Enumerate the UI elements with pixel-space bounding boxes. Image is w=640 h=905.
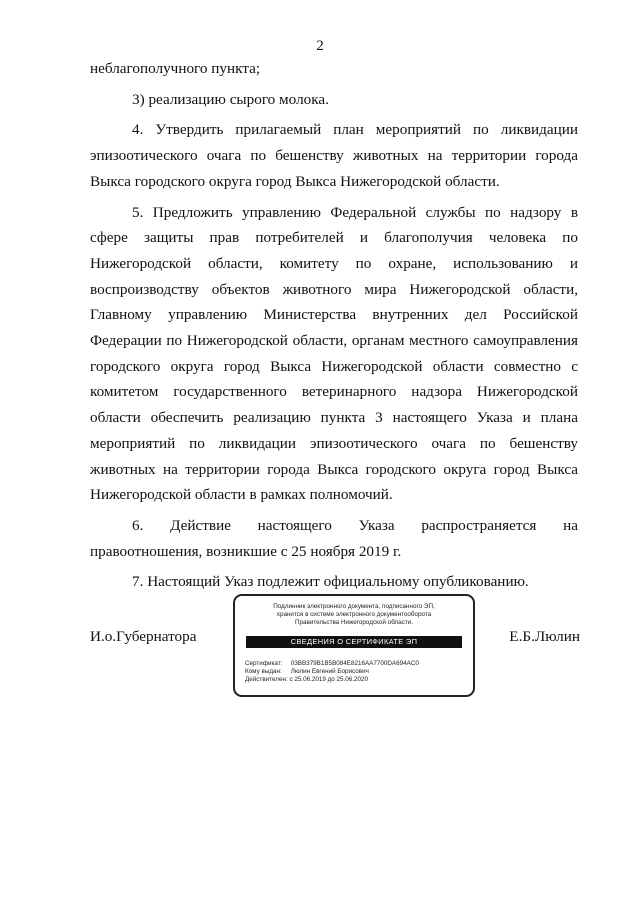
signer-title: И.о.Губернатора [90, 628, 197, 645]
stamp-certificate-value: 03BB379B1B5B084E8216AA7700DA694AC0 [290, 660, 419, 667]
signer-name: Е.Б.Люлин [509, 628, 580, 645]
document-body [90, 56, 578, 600]
stamp-valid-label: Действителен: [245, 676, 288, 683]
digital-signature-stamp [233, 594, 475, 697]
stamp-certificate-row [245, 660, 419, 668]
stamp-header-line: Правительства Нижегородской области. [294, 619, 414, 626]
stamp-issued-to-row [245, 668, 419, 676]
stamp-issued-to-label: Кому выдан: [245, 668, 282, 675]
paragraph-item-3: 3) реализацию сырого молока. [132, 90, 329, 108]
stamp-valid-row [245, 676, 419, 684]
stamp-header [235, 603, 473, 627]
stamp-issued-to-value: Люлин Евгений Борисович [290, 668, 369, 675]
stamp-header-line: Подлинник электронного документа, подписанного ЭП, [273, 603, 435, 610]
stamp-details [245, 660, 419, 684]
paragraph-item-6: 6. Действие настоящего Указа распространяется на правоотношения, возникшие с 25 ноября 2019 г. [90, 516, 578, 560]
stamp-valid-value: с 25.06.2019 до 25.06.2020 [289, 676, 369, 683]
paragraph-item-4: 4. Утвердить прилагаемый план мероприятий по ликвидации эпизоотического очага по бешенству животных на территории города Выкса городского округа город Выкса Нижегородской области. [90, 121, 578, 190]
paragraph-continuation: неблагополучного пункта; [90, 60, 261, 77]
stamp-certificate-bar: СВЕДЕНИЯ О СЕРТИФИКАТЕ ЭП [246, 636, 462, 648]
stamp-certificate-label: Сертификат: [245, 660, 283, 667]
paragraph-item-5: 5. Предложить управлению Федеральной службы по надзору в сфере защиты прав потребителей и благополучия человека по Нижегородской области, комитету по охране, использованию и воспроизводству объектов животного мира Нижегородской области, Главному управлению Министерства внутренних дел Российской Федерации по Нижегородской области, органам местного самоуправления городского округа город Выкса Нижегородской области совместно с комитетом государственного ветеринарного надзора Нижегородской области обеспечить реализацию пункта 3 настоящего Указа и плана мероприятий по ликвидации эпизоотического очага по бешенству животных на территории города Выкса городского округа город Выкса Нижегородской области в рамках полномочий. [90, 203, 578, 504]
paragraph-item-7: 7. Настоящий Указ подлежит официальному опубликованию. [132, 573, 529, 591]
stamp-header-line: хранится в системе электронного документооборота [276, 611, 432, 618]
page-number: 2 [316, 38, 324, 54]
